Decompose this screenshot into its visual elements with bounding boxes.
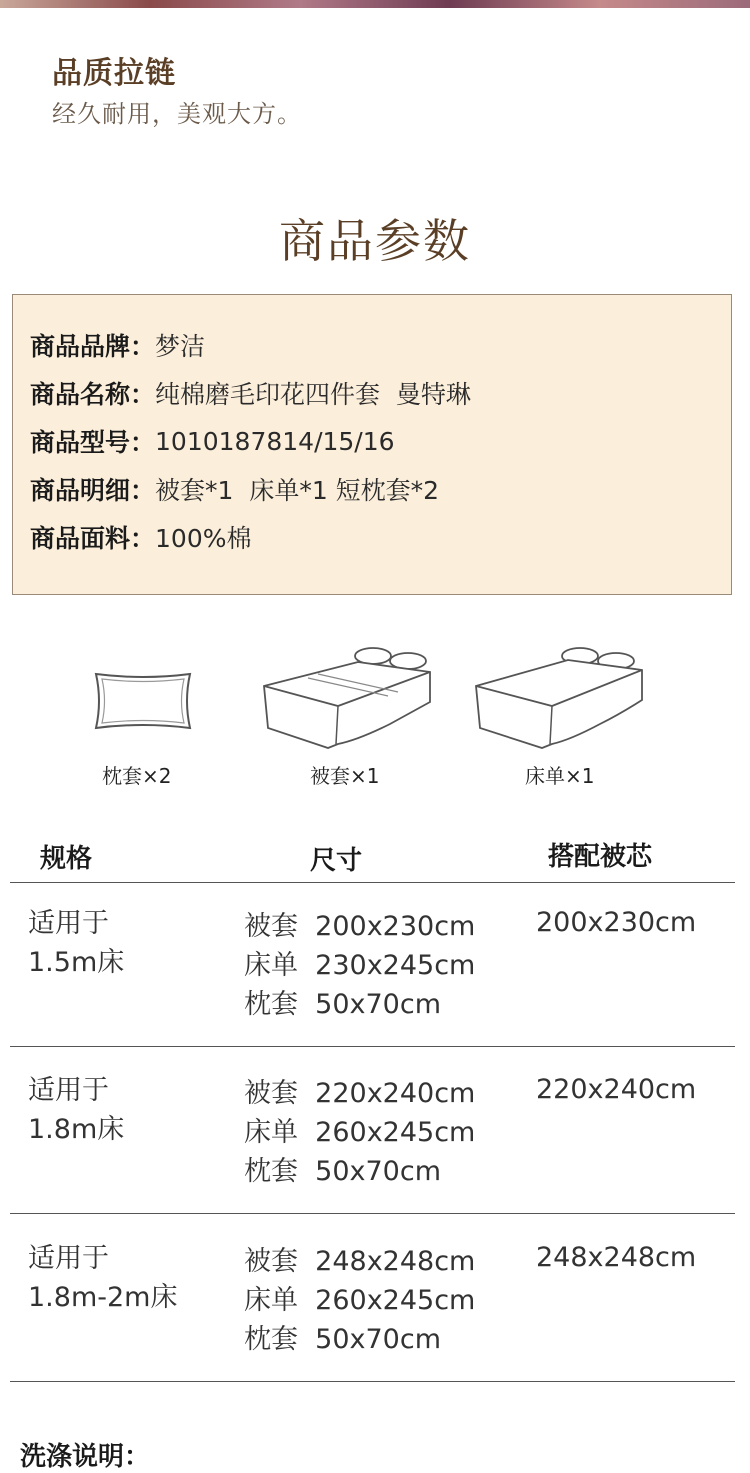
param-row-name: [30, 375, 471, 411]
item-label: 床单×1: [525, 764, 595, 788]
pillowcase-icon: [88, 668, 198, 734]
section-title: 商品参数: [279, 214, 471, 268]
table-header-size: 尺寸: [310, 846, 363, 876]
set-contents-row: [0, 640, 750, 790]
param-value: 100%棉: [155, 524, 252, 553]
washing-instructions-title: 洗涤说明：: [20, 1442, 151, 1472]
size-line: 被套 248x248cm: [244, 1246, 476, 1277]
size-line: 枕套 50x70cm: [244, 1324, 442, 1355]
table-header-spec: 规格: [40, 844, 93, 874]
param-value: 被套*1 床单*1 短枕套*2: [155, 476, 440, 505]
table-divider: [10, 882, 735, 883]
param-row-detail: [30, 471, 439, 507]
bed-sheet-icon: [470, 644, 650, 752]
param-value: 1010187814/15/16: [155, 426, 395, 456]
param-row-fabric: [30, 519, 252, 555]
param-row-model: [30, 423, 395, 459]
param-label: 商品面料：: [30, 524, 156, 553]
item-label: 被套×1: [310, 764, 380, 788]
size-line: 被套 200x230cm: [244, 911, 476, 942]
table-header-core: 搭配被芯: [548, 842, 653, 872]
param-label: 商品名称：: [30, 380, 156, 409]
spec-line: 1.8m-2m床: [28, 1282, 178, 1313]
spec-line: 1.5m床: [28, 947, 125, 978]
feature-subtitle: 经久耐用，美观大方。: [52, 100, 302, 128]
size-line: 枕套 50x70cm: [244, 1156, 442, 1187]
size-line: 床单 230x245cm: [244, 950, 476, 981]
spec-line: 适用于: [28, 908, 109, 939]
param-row-brand: [30, 327, 205, 363]
spec-line: 适用于: [28, 1243, 109, 1274]
table-divider: [10, 1046, 735, 1047]
size-line: 被套 220x240cm: [244, 1078, 476, 1109]
param-label: 商品明细：: [30, 476, 156, 505]
core-size: 220x240cm: [536, 1074, 697, 1105]
size-line: 床单 260x245cm: [244, 1117, 476, 1148]
table-divider: [10, 1381, 735, 1382]
spec-line: 适用于: [28, 1075, 109, 1106]
feature-title: 品质拉链: [52, 56, 176, 91]
top-banner-strip: [0, 0, 750, 8]
spec-line: 1.8m床: [28, 1114, 125, 1145]
core-size: 248x248cm: [536, 1242, 697, 1273]
duvet-cover-icon: [258, 644, 438, 752]
param-value: 梦洁: [155, 332, 206, 361]
param-label: 商品品牌：: [30, 332, 156, 361]
item-label: 枕套×2: [102, 764, 172, 788]
size-line: 枕套 50x70cm: [244, 989, 442, 1020]
table-divider: [10, 1213, 735, 1214]
param-value: 纯棉磨毛印花四件套 曼特琳: [155, 380, 471, 409]
product-params-box: [12, 294, 732, 595]
core-size: 200x230cm: [536, 907, 697, 938]
param-label: 商品型号：: [30, 428, 156, 457]
size-line: 床单 260x245cm: [244, 1285, 476, 1316]
